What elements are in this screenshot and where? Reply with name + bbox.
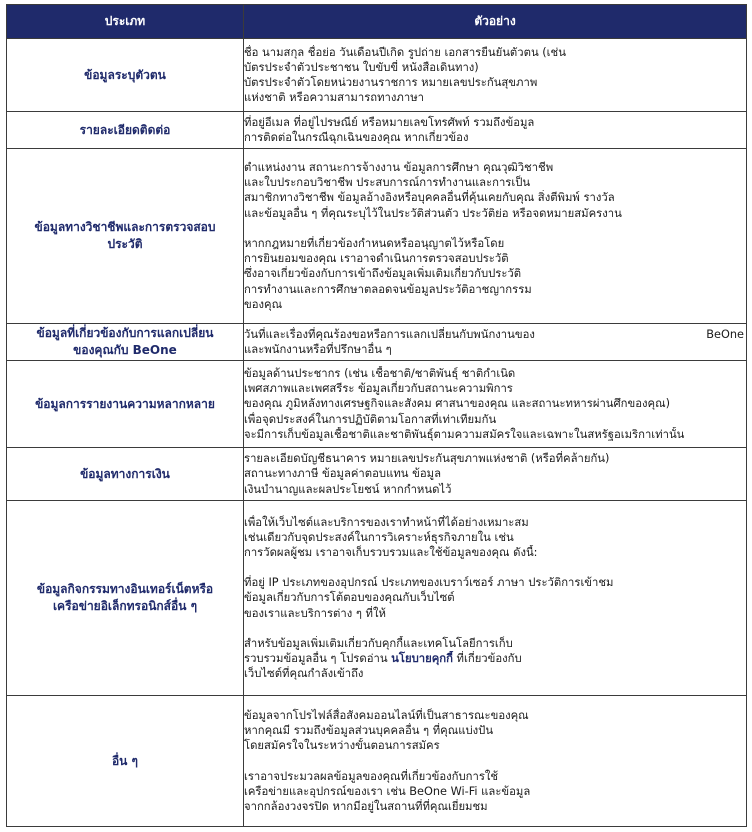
example-cell-contact [244, 112, 747, 149]
paragraph-gap [244, 621, 746, 636]
example-line: ชื่อ นามสกุล ชื่อย่อ วันเดือนปีเกิด รูปถ่าย เอกสารยืนยันตัวตน (เช่น [244, 45, 566, 59]
example-line: ตำแหน่งงาน สถานะการจ้างงาน ข้อมูลการศึกษา คุณวุฒิวิชาชีพ [244, 161, 554, 175]
type-cell-professional [7, 149, 244, 324]
example-line: ข้อมูลจากโปรไฟล์สื่อสังคมออนไลน์ที่เป็นสาธารณะของคุณ [244, 708, 529, 722]
type-line: ข้อมูลที่เกี่ยวข้องกับการแลกเปลี่ยน [36, 326, 214, 340]
example-line: โดยสมัครใจในระหว่างขั้นตอนการสมัคร [244, 739, 440, 753]
type-cell-identity: ข้อมูลระบุตัวตน [7, 39, 244, 112]
example-line: ของเราและบริการต่าง ๆ ที่ให้ [244, 606, 386, 620]
example-cell-professional [244, 149, 747, 324]
example-line: เงินบำนาญและผลประโยชน์ หากกำหนดไว้ [244, 482, 452, 496]
type-cell-exchanges [7, 324, 244, 361]
type-cell-diversity: ข้อมูลการรายงานความหลากหลาย [7, 361, 244, 448]
paragraph-gap [244, 221, 746, 236]
type-line: ของคุณกับ BeOne [73, 343, 177, 357]
example-cell-identity [244, 39, 747, 112]
example-line: บัตรประจำตัวโดยหน่วยงานราชการ หมายเลขประกันสุขภาพ [244, 76, 538, 89]
example-line: และพนักงานหรือที่ปรึกษาอื่น ๆ [244, 343, 392, 356]
type-cell-internet [7, 501, 244, 696]
example-line: เครือข่ายและอุปกรณ์ของเรา เช่น BeOne Wi-Fi และข้อมูล [244, 784, 531, 798]
example-line: สมาชิกทางวิชาชีพ ข้อมูลอ้างอิงหรือบุคคลอื่นที่คุ้นเคยกับคุณ สิ่งตีพิมพ์ รางวัล [244, 191, 615, 205]
example-line: หากคุณมี รวมถึงข้อมูลส่วนบุคคลอื่น ๆ ที่คุณแบ่งปัน [244, 724, 494, 738]
example-line: จากกล้องวงจรปิด หากมีอยู่ในสถานที่ที่คุณเยี่ยมชม [244, 799, 488, 813]
example-line: บัตรประจำตัวประชาชน ใบขับขี่ หนังสือเดินทาง) [244, 60, 479, 74]
example-line: ที่อยู่อีเมล ที่อยู่ไปรษณีย์ หรือหมายเลขโทรศัพท์ รวมถึงข้อมูล [244, 115, 535, 129]
example-cell-diversity [244, 361, 747, 448]
example-line: ซึ่งอาจเกี่ยวข้องกับการเข้าถึงข้อมูลเพิ่มเติมเกี่ยวกับประวัติ [244, 267, 522, 281]
example-line: ของคุณ ภูมิหลังทางเศรษฐกิจและสังคม ศาสนาของคุณ และสถานะทหารผ่านศึกของคุณ) [244, 397, 670, 411]
table-row [7, 149, 747, 324]
type-column-header: ประเภท [7, 5, 244, 39]
example-line: แห่งชาติ หรือความสามารถทางภาษา [244, 91, 424, 105]
paragraph-gap [244, 754, 746, 769]
table-row [7, 39, 747, 112]
table-row [7, 448, 747, 501]
table-row [7, 112, 747, 149]
example-line: เพื่อให้เว็บไซต์และบริการของเราทำหน้าที่ได้อย่างเหมาะสม [244, 515, 529, 529]
example-line [244, 327, 746, 342]
example-line: เว็บไซต์ที่คุณกำลังเข้าถึง [244, 667, 364, 681]
type-line: เครือข่ายอิเล็กทรอนิกส์อื่น ๆ [52, 599, 198, 613]
example-line: และข้อมูลอื่น ๆ ที่คุณระบุไว้ในประวัติส่วนตัว ประวัติย่อ หรือจดหมายสมัครงาน [244, 206, 622, 220]
type-line: ข้อมูลทางวิชาชีพและการตรวจสอบ [34, 220, 216, 234]
company-name: BeOne [706, 327, 744, 341]
type-line: ประวัติ [107, 237, 143, 251]
example-line: ข้อมูลเกี่ยวกับการโต้ตอบของคุณกับเว็บไซต์ [244, 591, 455, 605]
type-cell-financial: ข้อมูลทางการเงิน [7, 448, 244, 501]
example-column-header: ตัวอย่าง [244, 5, 747, 39]
personal-data-table [6, 4, 747, 827]
example-line: การยินยอมของคุณ เราอาจดำเนินการตรวจสอบประวัติ [244, 252, 509, 266]
table-row [7, 696, 747, 827]
example-text: ที่เกี่ยวข้องกับ [452, 652, 522, 665]
example-line: เราอาจประมวลผลข้อมูลของคุณที่เกี่ยวข้องกับการใช้ [244, 769, 499, 783]
cookie-policy-link[interactable]: นโยบายคุกกี้ [391, 652, 453, 665]
example-line: การทำงานและการศึกษาตลอดจนข้อมูลประวัติอาชญากรรม [244, 282, 532, 296]
type-cell-other: อื่น ๆ [7, 696, 244, 827]
example-cell-exchanges [244, 324, 747, 361]
example-line: ของคุณ [244, 297, 283, 311]
type-line: ข้อมูลกิจกรรมทางอินเทอร์เน็ตหรือ [36, 582, 214, 596]
example-line: การวัดผลผู้ชม เราอาจเก็บรวบรวมและใช้ข้อมูลของคุณ ดังนี้: [244, 545, 538, 559]
example-text: วันที่และเรื่องที่คุณร้องขอหรือการแลกเปลี่ยนกับพนักงานของ [244, 327, 535, 341]
table-row [7, 361, 747, 448]
table-header-row [7, 5, 747, 39]
example-line: ที่อยู่ IP ประเภทของอุปกรณ์ ประเภทของเบราว์เซอร์ ภาษา ประวัติการเข้าชม [244, 576, 614, 590]
example-cell-financial [244, 448, 747, 501]
example-line: การติดต่อในกรณีฉุกเฉินของคุณ หากเกี่ยวข้อง [244, 131, 469, 144]
table-row [7, 501, 747, 696]
example-text: รวบรวมข้อมูลอื่น ๆ โปรดอ่าน [244, 652, 392, 665]
example-line: จะมีการเก็บข้อมูลเชื้อชาติและชาติพันธุ์ตามความสมัครใจและเฉพาะในสหรัฐอเมริกาเท่านั้น [244, 427, 685, 441]
example-line: หากกฎหมายที่เกี่ยวข้องกำหนดหรืออนุญาตไว้หรือโดย [244, 236, 505, 250]
example-line: รายละเอียดบัญชีธนาคาร หมายเลขประกันสุขภาพแห่งชาติ (หรือที่คล้ายกัน) [244, 452, 610, 466]
example-line: เพื่อจุดประสงค์ในการปฏิบัติตามโอกาสที่เท่าเทียมกัน [244, 412, 497, 426]
example-line: เช่นเดียวกับจุดประสงค์ในการวิเคราะห์ธุรกิจภายใน เช่น [244, 530, 514, 544]
example-line: ข้อมูลด้านประชากร (เช่น เชื้อชาติ/ชาติพันธุ์ ชาติกำเนิด [244, 366, 516, 380]
example-line: เพศสภาพและเพศสรีระ ข้อมูลเกี่ยวกับสถานะความพิการ [244, 382, 513, 396]
paragraph-gap [244, 560, 746, 575]
example-cell-internet [244, 501, 747, 696]
type-cell-contact: รายละเอียดติดต่อ [7, 112, 244, 149]
example-line [244, 651, 746, 666]
example-line: สำหรับข้อมูลเพิ่มเติมเกี่ยวกับคุกกี้และเทคโนโลยีการเก็บ [244, 636, 513, 650]
example-line: สถานะทางภาษี ข้อมูลค่าตอบแทน ข้อมูล [244, 467, 441, 481]
example-cell-other [244, 696, 747, 827]
example-line: และใบประกอบวิชาชีพ ประสบการณ์การทำงานและการเป็น [244, 176, 531, 190]
table-row [7, 324, 747, 361]
